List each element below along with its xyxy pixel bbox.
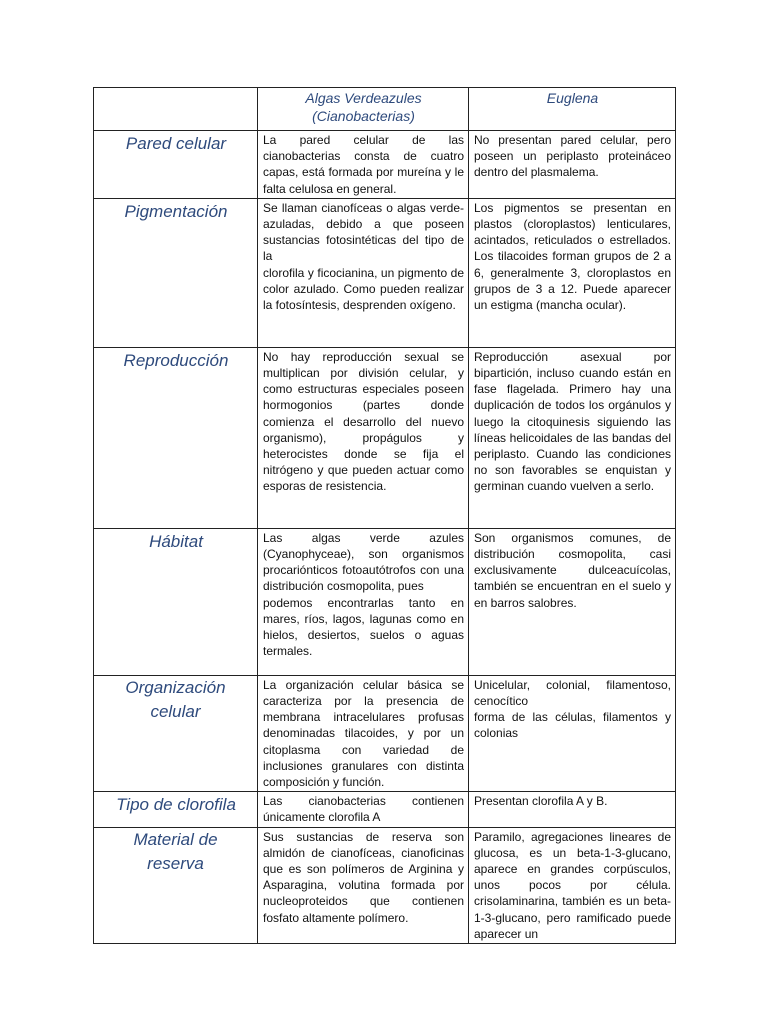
table-row: [94, 675, 676, 791]
table-row: [94, 347, 676, 528]
table-row: [94, 131, 676, 199]
table-row: [94, 198, 676, 347]
header-row: [94, 88, 676, 131]
cell-algas: Sus sustancias de reserva son almidón de cianofíceas, cianoficinas que es son polímeros de Arginina y Asparagina, volutina formada por nucleoproteidos que contienen fosfato altamente polímero.: [258, 827, 469, 943]
header-algas-line1: Algas Verdeazules (Cianobacterias): [305, 90, 422, 124]
cell-euglena: Reproducción asexual por bipartición, incluso cuando están en fase flagelada. Primero hay una duplicación de todos los orgánulos y luego la citoquinesis siguiendo las líneas helicoidales de las bandas del periplasto. Cuando las condiciones no son favorables se enquistan y germinan cuando vuelven a serlo.: [469, 347, 676, 528]
cell-euglena: Presentan clorofila A y B.: [469, 792, 676, 827]
cell-euglena: Son organismos comunes, de distribución cosmopolita, casi exclusivamente dulceacuícolas, también se encuentran en el suelo y en barros salobres.: [469, 528, 676, 675]
row-label: Pigmentación: [94, 198, 258, 347]
cell-algas: Las algas verde azules (Cyanophyceae), son organismos procariónticos fotoautótrofos con una distribución cosmopolita, pues podemos encontrarlas tanto en mares, ríos, lagos, lagunas como en hielos, desiertos, suelos o aguas termales.: [258, 528, 469, 675]
row-label: Organización celular: [94, 675, 258, 791]
header-empty: [94, 88, 258, 131]
row-label: Material de reserva: [94, 827, 258, 943]
cell-algas: Se llaman cianofíceas o algas verde-azuladas, debido a que poseen sustancias fotosintéticas del tipo de la clorofila y ficocianina, un pigmento de color azulado. Como pueden realizar la fotosíntesis, desprenden oxígeno.: [258, 198, 469, 347]
comparison-table: [93, 87, 676, 944]
cell-euglena: Unicelular, colonial, filamentoso, cenocítico forma de las células, filamentos y colonias: [469, 675, 676, 791]
header-euglena: Euglena: [469, 88, 676, 131]
cell-algas: Las cianobacterias contienen únicamente clorofila A: [258, 792, 469, 827]
cell-euglena: Paramilo, agregaciones lineares de glucosa, es un beta-1-3-glucano, aparece en grandes corpúsculos, unos pocos por célula. crisolaminarina, también es un beta-1-3-glucano, pero ramificado puede aparecer un: [469, 827, 676, 943]
table-row: [94, 792, 676, 827]
cell-algas: No hay reproducción sexual se multiplican por división celular, y como estructuras especiales poseen hormogonios (partes donde comienza el desarrollo del nuevo organismo), propágulos y heterocistes donde se fija el nitrógeno y que pueden actuar como esporas de resistencia.: [258, 347, 469, 528]
header-algas: [258, 88, 469, 131]
row-label: Hábitat: [94, 528, 258, 675]
cell-euglena: Los pigmentos se presentan en plastos (cloroplastos) lenticulares, acintados, reticulados o estrellados. Los tilacoides forman grupos de 2 a 6, generalmente 3, cloroplastos en grupos de 3 a 12. Puede aparecer un estigma (mancha ocular).: [469, 198, 676, 347]
table-row: [94, 827, 676, 943]
cell-euglena: No presentan pared celular, pero poseen un periplasto proteináceo dentro del plasmalema.: [469, 131, 676, 199]
row-label: Pared celular: [94, 131, 258, 199]
row-label: Reproducción: [94, 347, 258, 528]
table-row: [94, 528, 676, 675]
cell-algas: La organización celular básica se caracteriza por la presencia de membrana intracelulares profusas denominadas tilacoides, y por un citoplasma con variedad de inclusiones granulares con distinta composición y función.: [258, 675, 469, 791]
cell-algas: La pared celular de las cianobacterias consta de cuatro capas, está formada por mureína y le falta celulosa en general.: [258, 131, 469, 199]
row-label: Tipo de clorofila: [94, 792, 258, 827]
